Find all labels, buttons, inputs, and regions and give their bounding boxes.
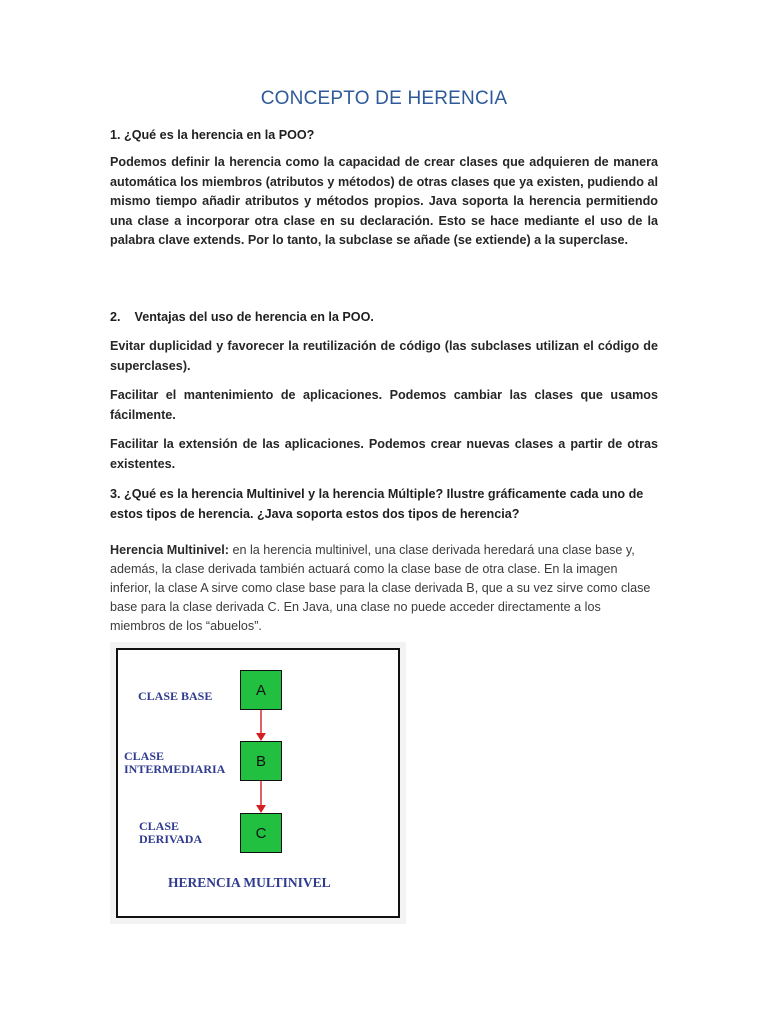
label-intermediate-line-2: INTERMEDIARIA xyxy=(124,762,226,776)
label-base-class: CLASE BASE xyxy=(138,689,213,703)
question-3-heading: 3. ¿Qué es la herencia Multinivel y la herencia Múltiple? Ilustre gráficamente cada uno de estos tipos de herencia. ¿Java soporta estos dos tipos de herencia? xyxy=(110,487,644,521)
label-intermediate-class xyxy=(124,750,225,776)
advantage-item-3: Facilitar la extensión de las aplicaciones. Podemos crear nuevas clases a partir de otras existentes. xyxy=(110,437,658,471)
question-1-heading: 1. ¿Qué es la herencia en la POO? xyxy=(110,128,315,142)
label-derived-line-2: DERIVADA xyxy=(139,832,203,846)
question-2-title: Ventajas del uso de herencia en la POO. xyxy=(134,310,374,324)
multilevel-paragraph xyxy=(110,541,658,636)
question-2-heading xyxy=(110,307,660,327)
figure-caption: HERENCIA MULTINIVEL xyxy=(168,875,331,890)
multilevel-lead: Herencia Multinivel: xyxy=(110,543,229,557)
figure-frame xyxy=(116,648,400,918)
advantage-item-2: Facilitar el mantenimiento de aplicaciones. Podemos cambiar las clases que usamos fácilmente. xyxy=(110,388,658,422)
multilevel-body: en la herencia multinivel, una clase derivada heredará una clase base y, además, la clase derivada también actuará como la clase base de otra clase. En la imagen inferior, la clase A sirve como clase base para la clase derivada B, que a su vez sirve como clase base para la clase derivada C. En Java, una clase no puede acceder directamente a los miembros de los “abuelos”. xyxy=(110,543,651,633)
label-derived-class xyxy=(139,820,202,846)
page-title: CONCEPTO DE HERENCIA xyxy=(260,88,508,109)
arrow-b-to-c xyxy=(254,780,268,815)
class-node-a: A xyxy=(240,670,282,710)
advantage-item-1: Evitar duplicidad y favorecer la reutilización de código (las subclases utilizan el código de superclases). xyxy=(110,339,658,373)
arrow-a-to-b xyxy=(254,709,268,743)
question-2-number: 2. xyxy=(110,310,121,324)
label-derived-line-1: CLASE xyxy=(139,819,180,833)
class-node-c: C xyxy=(240,813,282,853)
label-intermediate-line-1: CLASE xyxy=(124,749,165,763)
question-1-body: Podemos definir la herencia como la capacidad de crear clases que adquieren de manera automática los miembros (atributos y métodos) de otras clases que ya existen, pudiendo al mismo tiempo añadir atributos y métodos propios. Java soporta la herencia permitiendo una clase a incorporar otra clase en su declaración. Esto se hace mediante el uso de la palabra clave extends. Por lo tanto, la subclase se añade (se extiende) a la superclase. xyxy=(110,155,658,247)
class-node-b: B xyxy=(240,741,282,781)
multilevel-inheritance-figure xyxy=(110,642,406,924)
